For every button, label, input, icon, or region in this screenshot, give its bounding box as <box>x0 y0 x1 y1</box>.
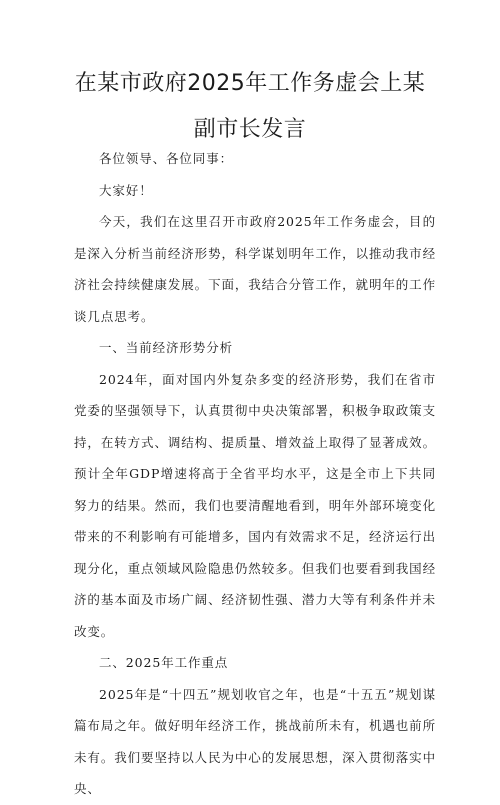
intro-paragraph: 今天，我们在这里召开市政府2025年工作务虚会，目的是深入分析当前经济形势，科学谋划明年工作，以推动我市经济社会持续健康发展。下面，我结合分管工作，就明年的工作谈几点思考。 <box>74 214 436 324</box>
section-heading-2: 二、2025年工作重点 <box>99 655 229 670</box>
priorities-paragraph: 2025年是“十四五”规划收官之年，也是“十五五”规划谋篇布局之年。做好明年经济工作，挑战前所未有，机遇也前所未有。我们要坚持以人民为中心的发展思想，深入贯彻落实中央、 <box>74 686 436 796</box>
document-body <box>74 143 436 805</box>
document-title-line-2: 副市长发言 <box>193 117 307 142</box>
economy-paragraph: 2024年，面对国内外复杂多变的经济形势，我们在省市党委的坚强领导下，认真贯彻中央决策部署，积极争取政策支持，在转方式、调结构、提质量、增效益上取得了显著成效。预计全年GDP增速将高于全省平均水平，这是全市上下共同努力的结果。然而，我们也要清醒地看到，明年外部环境变化带来的不利影响有可能增多，国内有效需求不足，经济运行出现分化，重点领域风险隐患仍然较多。但我们也要看到我国经济的基本面及市场广阔、经济韧性强、潜力大等有利条件并未改变。 <box>74 371 436 639</box>
section-heading-1: 一、当前经济形势分析 <box>99 340 234 355</box>
greeting: 大家好！ <box>99 182 153 198</box>
document-title-line-1: 在某市政府2025年工作务虚会上某 <box>74 71 426 96</box>
salutation: 各位领导、各位同事： <box>99 151 234 166</box>
